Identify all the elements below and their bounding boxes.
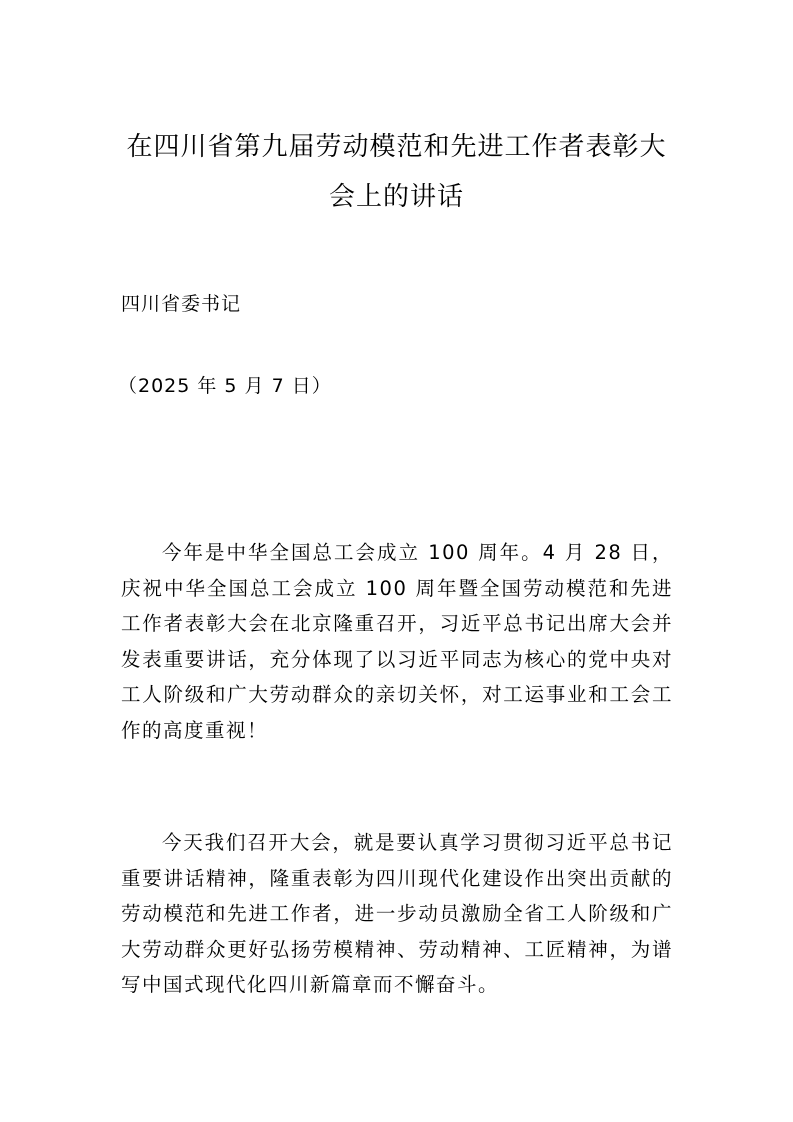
document-title: 在四川省第九届劳动模范和先进工作者表彰大会上的讲话: [126, 132, 667, 212]
body-paragraph: 今年是中华全国总工会成立 100 周年。4 月 28 日，庆祝中华全国总工会成立 100 周年暨全国劳动模范和先进工作者表彰大会在北京隆重召开，习近平总书记出席大会并发表重要讲话，充分体现了以习近平同志为核心的党中央对工人阶级和广大劳动群众的亲切关怀，对工运事业和工会工作的高度重视！: [121, 541, 673, 742]
date-line: （2025 年 5 月 7 日）: [118, 375, 332, 397]
author-line: 四川省委书记: [121, 293, 242, 315]
body-paragraph: 今天我们召开大会，就是要认真学习贯彻习近平总书记重要讲话精神，隆重表彰为四川现代化建设作出突出贡献的劳动模范和先进工作者，进一步动员激励全省工人阶级和广大劳动群众更好弘扬劳模精神、劳动精神、工匠精神，为谱写中国式现代化四川新篇章而不懈奋斗。: [121, 831, 673, 996]
